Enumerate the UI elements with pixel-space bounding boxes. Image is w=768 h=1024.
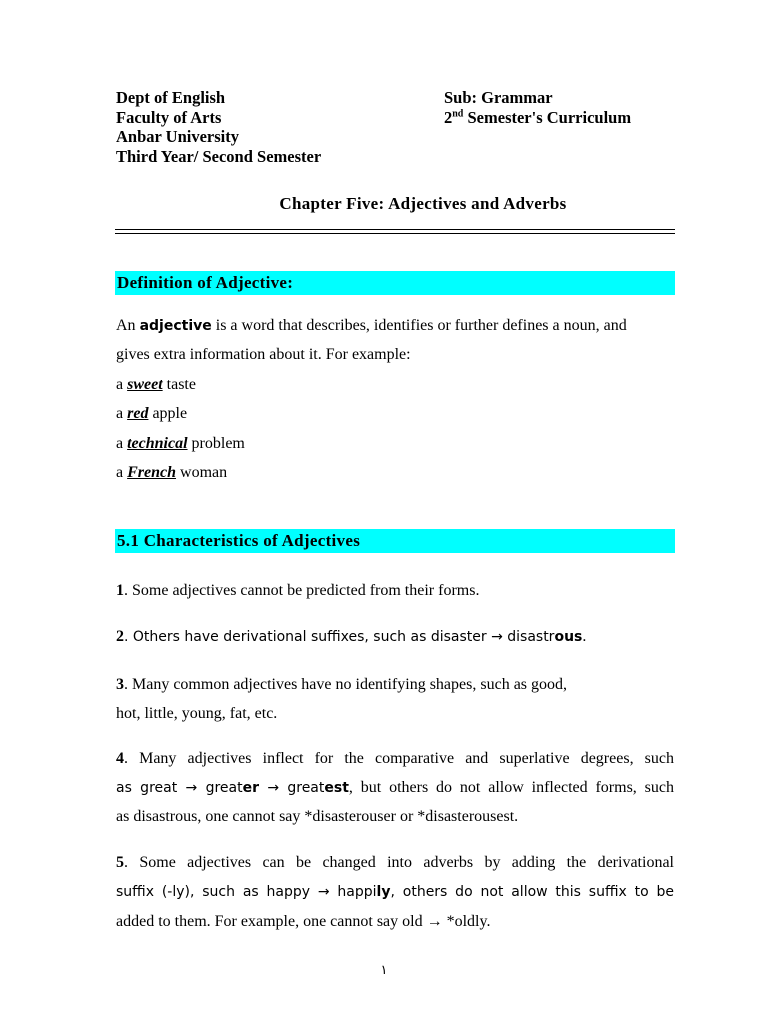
item-text: , but others do not allow inflected forms, such	[348, 779, 674, 796]
example-adjective: sweet	[127, 376, 163, 393]
definition-text-pre: An	[116, 317, 140, 334]
item-text: as great → great	[116, 780, 243, 796]
example-2	[116, 405, 187, 423]
item-3-line-1	[116, 676, 567, 694]
item-5-line-3: added to them. For example, one cannot say old → *oldly.	[116, 913, 491, 930]
item-text-end: .	[582, 628, 587, 645]
example-adjective: French	[127, 464, 177, 481]
definition-heading-band	[115, 271, 675, 295]
suffix-highlight: ous	[554, 629, 583, 645]
item-text: suffix (-ly), such as happy → happi	[116, 884, 377, 900]
semester-number: 2	[444, 107, 453, 127]
example-article: a	[116, 464, 128, 481]
header-right	[444, 88, 631, 127]
example-adjective: technical	[127, 435, 188, 452]
header-left	[116, 88, 321, 166]
dept-line: Dept of English	[116, 88, 226, 107]
item-text: . Others have derivational suffixes, such as disaster → disastr	[124, 629, 555, 645]
title-rule-top	[115, 229, 675, 230]
section-heading-band	[115, 529, 675, 553]
item-4-line-3: as disastrous, one cannot say *disasterouser or *disasterousest.	[116, 808, 519, 825]
suffix-highlight: er	[242, 780, 259, 796]
item-4-line-2	[116, 779, 674, 797]
suffix-highlight: est	[324, 780, 349, 796]
example-3	[116, 435, 245, 453]
example-1	[116, 376, 196, 394]
example-article: a	[116, 435, 128, 452]
section-heading: 5.1 Characteristics of Adjectives	[117, 531, 361, 550]
item-5-line-1	[116, 854, 674, 872]
definition-line-1	[116, 317, 627, 335]
definition-line-2: gives extra information about it. For example:	[116, 346, 411, 363]
item-number: 2	[116, 628, 124, 645]
item-text: . Some adjectives can be changed into adverbs by adding the derivational	[124, 854, 674, 871]
example-noun: apple	[148, 405, 188, 422]
semester-text: Semester's Curriculum	[463, 107, 632, 127]
item-3-line-2: hot, little, young, fat, etc.	[116, 705, 278, 722]
semester-line	[444, 108, 631, 128]
example-article: a	[116, 405, 128, 422]
university-line: Anbar University	[116, 127, 239, 146]
item-number: 4	[116, 750, 124, 767]
item-text: . Some adjectives cannot be predicted from their forms.	[124, 582, 480, 599]
item-4-line-1	[116, 750, 674, 768]
item-2	[116, 628, 586, 646]
example-noun: taste	[162, 376, 196, 393]
example-4	[116, 464, 227, 482]
chapter-title: Chapter Five: Adjectives and Adverbs	[279, 194, 567, 213]
definition-heading: Definition of Adjective:	[117, 273, 294, 292]
item-text: , others do not allow this suffix to be	[390, 884, 675, 900]
item-text: → great	[259, 780, 325, 796]
page-number: ١	[380, 962, 388, 977]
title-rule-bottom	[115, 233, 675, 234]
definition-text-post: is a word that describes, identifies or further defines a noun, and	[211, 317, 627, 334]
example-noun: problem	[187, 435, 245, 452]
semester-suffix: nd	[452, 108, 464, 119]
example-article: a	[116, 376, 128, 393]
item-number: 3	[116, 676, 124, 693]
subject-line: Sub: Grammar	[444, 88, 553, 107]
item-text: . Many adjectives inflect for the comparative and superlative degrees, such	[124, 750, 674, 767]
item-1	[116, 582, 479, 600]
example-adjective: red	[127, 405, 149, 422]
item-number: 1	[116, 582, 124, 599]
adjective-term: adjective	[139, 318, 212, 334]
item-5-line-2	[116, 883, 674, 901]
item-number: 5	[116, 854, 124, 871]
faculty-line: Faculty of Arts	[116, 107, 222, 127]
year-line: Third Year/ Second Semester	[116, 146, 322, 166]
suffix-highlight: ly	[376, 884, 391, 900]
example-noun: woman	[176, 464, 228, 481]
item-text: . Many common adjectives have no identifying shapes, such as good,	[124, 676, 568, 693]
